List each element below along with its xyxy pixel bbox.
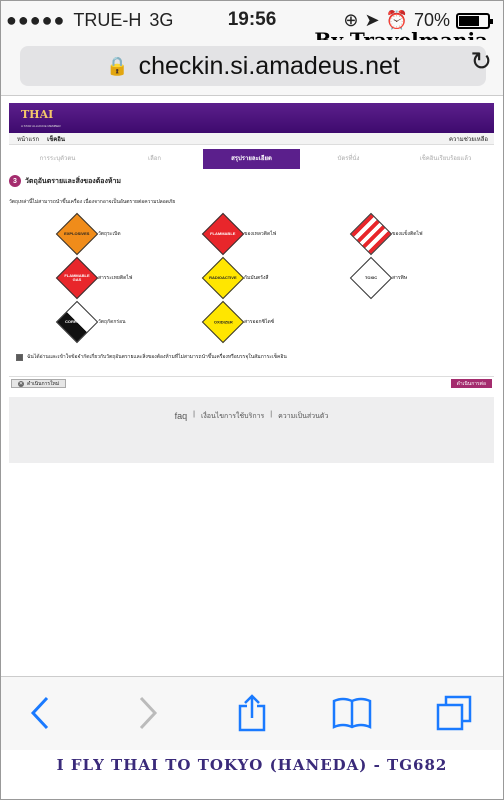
hazard-label: กัมมันตรังสี — [244, 275, 269, 281]
thai-logo[interactable]: THAI — [21, 108, 54, 121]
agree-label: ฉันได้อ่านและเข้าใจข้อจำกัดเกี่ยวกับวัตถุอันตรายและสิ่งของต้องห้ามที่ไม่สามารถนำขึ้นเครื่องหรือบรรจุในสัมภาระเช็คอิน — [27, 354, 287, 360]
step-identification: การระบุตัวตน — [39, 156, 76, 162]
hazard-list — [50, 213, 470, 343]
battery-percent: 70% — [413, 10, 450, 30]
hazard-item — [356, 263, 407, 293]
tabs-icon[interactable] — [434, 693, 474, 733]
footer-terms-link[interactable]: เงื่อนไขการใช้บริการ — [200, 413, 265, 420]
flammable-liquid-icon: FLAMMABLE — [202, 213, 244, 255]
hazard-label: สารออกซิไดซ์ — [244, 319, 275, 325]
hazard-item — [208, 263, 268, 293]
rotation-lock-icon: ⊕ — [343, 10, 359, 30]
agree-checkbox[interactable] — [16, 354, 23, 361]
hazard-label: วัตถุระเบิด — [98, 231, 121, 237]
hazard-label: สารพิษ — [392, 275, 408, 281]
battery-fill — [459, 16, 479, 26]
bookmarks-icon[interactable] — [332, 693, 372, 733]
section-heading — [9, 175, 121, 187]
restart-button[interactable]: ✕ ดำเนินการใหม่ — [11, 379, 66, 388]
explosives-icon: EXPLOSIVES — [56, 213, 98, 255]
footer-divider: | — [270, 411, 273, 418]
footer-faq-link[interactable]: faq — [174, 411, 188, 421]
hazard-item — [62, 219, 121, 249]
intro-text: วัตถุเหล่านี้ไม่สามารถนำขึ้นเครื่อง เนื่องจากอาจเป็นอันตรายต่อความปลอดภัย — [9, 199, 176, 205]
back-icon[interactable] — [20, 693, 60, 733]
site-footer — [9, 397, 494, 463]
progress-steps — [9, 149, 494, 169]
flammable-solid-icon — [350, 213, 392, 255]
hazard-item — [356, 219, 423, 249]
hazard-label: สารระเหยติดไฟ — [98, 275, 133, 281]
continue-button[interactable]: ดำเนินการต่อ — [451, 379, 492, 388]
nav-home[interactable]: หน้าแรก — [17, 136, 40, 143]
reload-icon[interactable]: ↻ — [470, 46, 492, 76]
share-icon[interactable] — [232, 693, 272, 733]
url-text: checkin.si.amadeus.net — [138, 51, 400, 80]
signal-icon: ●●●●● — [6, 10, 66, 30]
radioactive-icon: RADIOACTIVE — [202, 257, 244, 299]
flammable-gas-icon: FLAMMABLE GAS — [56, 257, 98, 299]
site-nav — [9, 133, 494, 145]
location-icon: ➤ — [364, 10, 380, 30]
hazard-item — [208, 219, 276, 249]
close-icon: ✕ — [18, 380, 24, 387]
footer-divider: | — [193, 411, 195, 418]
hazard-label: ของแข็งติดไฟ — [392, 231, 423, 237]
browser-toolbar — [0, 676, 504, 750]
address-field[interactable] — [20, 46, 486, 86]
caption: I FLY THAI TO TOKYO (HANEDA) - TG682 — [56, 756, 448, 774]
hazard-item — [62, 307, 126, 337]
network-type: 3G — [149, 10, 174, 30]
step-complete: เช็คอินเรียบร้อยแล้ว — [419, 156, 472, 162]
step-boarding-pass: บัตรที่นั่ง — [337, 156, 360, 162]
clock: 19:56 — [227, 9, 277, 30]
section-number: 3 — [9, 175, 21, 187]
step-select: เลือก — [148, 156, 161, 162]
forward-icon[interactable] — [128, 693, 168, 733]
agree-row — [16, 353, 287, 361]
toxic-icon: TOXIC — [350, 257, 392, 299]
footer-privacy-link[interactable]: ความเป็นส่วนตัว — [278, 413, 329, 420]
nav-checkin[interactable]: เช็คอิน — [47, 136, 65, 143]
hazard-item — [208, 307, 274, 337]
hazard-item — [62, 263, 132, 293]
star-alliance-tagline: A STAR ALLIANCE MEMBER — [21, 124, 61, 128]
nav-help[interactable]: ความช่วยเหลือ — [449, 136, 488, 143]
alarm-icon: ⏰ — [385, 10, 408, 30]
step-summary: สรุปรายละเอียด — [203, 149, 300, 169]
carrier-name: TRUE-H — [73, 10, 142, 30]
hazard-label: ของเหลวติดไฟ — [244, 231, 277, 237]
action-row — [9, 376, 494, 388]
url-bar — [0, 40, 504, 96]
section-title: วัตถุอันตรายและสิ่งของต้องห้าม — [25, 177, 122, 185]
web-page — [0, 97, 504, 675]
hazard-label: วัตถุกัดกร่อน — [98, 319, 126, 325]
corrosive-icon: CORROSIVE — [56, 301, 98, 343]
oxidizer-icon: OXIDIZER — [202, 301, 244, 343]
lock-icon: 🔒 — [106, 55, 129, 76]
battery-icon — [456, 13, 490, 29]
site-header — [9, 103, 494, 133]
